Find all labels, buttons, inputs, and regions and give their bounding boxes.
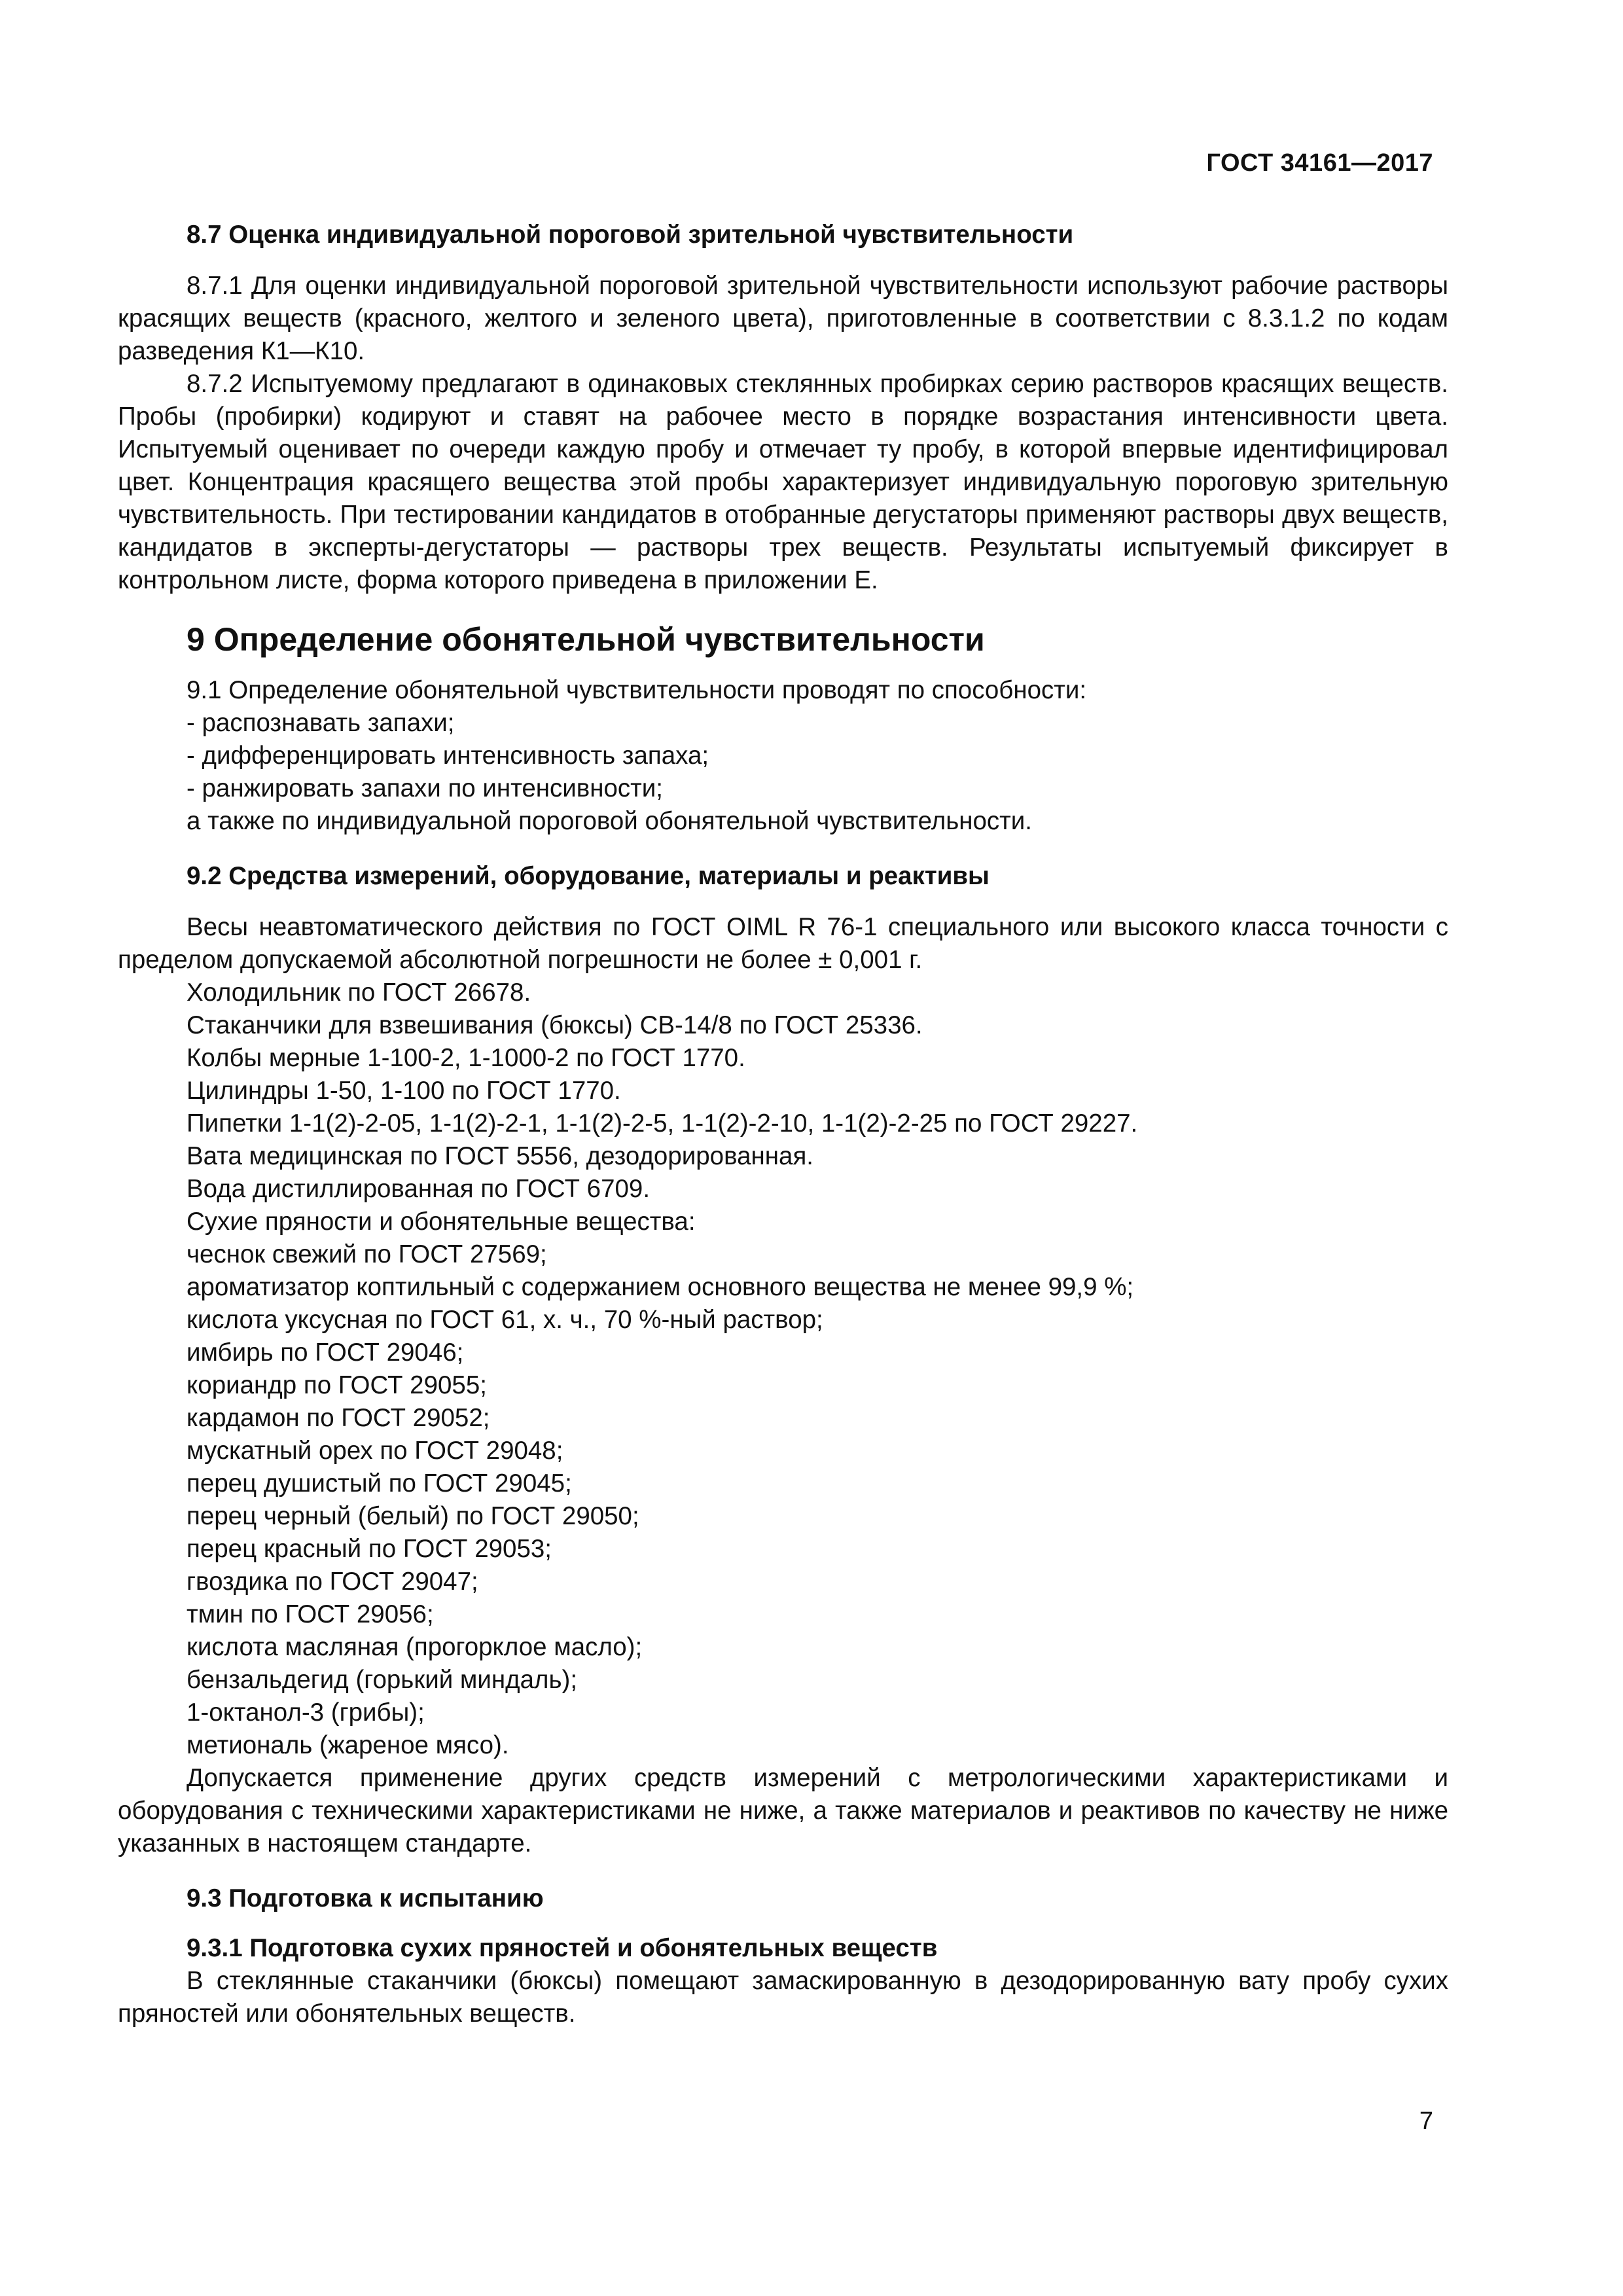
list-item: перец красный по ГОСТ 29053;: [187, 1535, 552, 1563]
paragraph-8-7-2: 8.7.2 Испытуемому предлагают в одинаковых стеклянных пробирках серию растворов красящих веществ. Пробы (пробирки) кодируют и ставят на рабочее место в порядке возрастания интенсивности цвета. Испытуемый оценивает по очереди каждую пробу и отмечает ту пробу, в которой впервые идентифицировал цвет. Концентрация красящего вещества этой пробы характеризует индивидуальную пороговую зрительную чувствительность. При тестировании кандидатов в отобранные дегустаторы применяют растворы двух веществ, кандидатов в эксперты-дегустаторы — растворы трех веществ. Результаты испытуемый фиксирует в контрольном листе, форма которого приведена в приложении Е.: [118, 370, 1448, 594]
list-item: Цилиндры 1-50, 1-100 по ГОСТ 1770.: [187, 1077, 621, 1105]
page-content: [118, 219, 1448, 2030]
section-9-2-heading: 9.2 Средства измерений, оборудование, материалы и реактивы: [187, 862, 990, 890]
list-item: Вата медицинская по ГОСТ 5556, дезодорированная.: [187, 1142, 813, 1170]
section-9-heading: 9 Определение обонятельной чувствительности: [187, 621, 985, 658]
list-item: 1-октанол-3 (грибы);: [187, 1698, 425, 1727]
list-item: перец душистый по ГОСТ 29045;: [187, 1469, 572, 1498]
list-item: метиональ (жареное мясо).: [187, 1731, 509, 1759]
list-item: Колбы мерные 1-100-2, 1-1000-2 по ГОСТ 1770.: [187, 1044, 745, 1072]
list-item: кардамон по ГОСТ 29052;: [187, 1404, 490, 1432]
list-item: чеснок свежий по ГОСТ 27569;: [187, 1240, 547, 1268]
list-item: ароматизатор коптильный с содержанием основного вещества не менее 99,9 %;: [187, 1273, 1134, 1301]
list-item: а также по индивидуальной пороговой обонятельной чувствительности.: [187, 807, 1033, 835]
paragraph-8-7-1: 8.7.1 Для оценки индивидуальной пороговой зрительной чувствительности используют рабочие растворы красящих веществ (красного, желтого и зеленого цвета), приготовленные в соответствии с 8.3.1.2 по кодам разведения К1—К10.: [118, 272, 1448, 365]
section-8-7-heading: 8.7 Оценка индивидуальной пороговой зрительной чувствительности: [187, 221, 1074, 249]
section-9-3-heading: 9.3 Подготовка к испытанию: [187, 1884, 544, 1912]
list-item: перец черный (белый) по ГОСТ 29050;: [187, 1502, 639, 1530]
list-item: Холодильник по ГОСТ 26678.: [187, 978, 531, 1007]
list-item: кислота уксусная по ГОСТ 61, х. ч., 70 %-ный раствор;: [187, 1306, 823, 1334]
list-item: кислота масляная (прогорклое масло);: [187, 1633, 643, 1661]
list-item: - распознавать запахи;: [187, 709, 455, 737]
paragraph-9-2-intro: Весы неавтоматического действия по ГОСТ OIML R 76-1 специального или высокого класса точности с пределом допускаемой абсолютной погрешности не более ± 0,001 г.: [118, 913, 1448, 974]
list-item: гвоздика по ГОСТ 29047;: [187, 1568, 478, 1596]
paragraph-9-2-note: Допускается применение других средств измерений с метрологическими характеристиками и оборудования с техническими характеристиками не ниже, а также материалов и реактивов по качеству не ниже указанных в настоящем стандарте.: [118, 1764, 1448, 1857]
list-item: - ранжировать запахи по интенсивности;: [187, 774, 664, 802]
document-code: ГОСТ 34161—2017: [1206, 149, 1433, 177]
list-item: имбирь по ГОСТ 29046;: [187, 1338, 464, 1367]
page-number: 7: [1419, 2108, 1433, 2135]
list-item: мускатный орех по ГОСТ 29048;: [187, 1437, 563, 1465]
section-9-3-1-heading: 9.3.1 Подготовка сухих пряностей и обонятельных веществ: [187, 1934, 938, 1962]
list-item: кориандр по ГОСТ 29055;: [187, 1371, 487, 1399]
list-item: 9.1 Определение обонятельной чувствительности проводят по способности:: [187, 676, 1087, 704]
list-item: Пипетки 1-1(2)-2-05, 1-1(2)-2-1, 1-1(2)-2-5, 1-1(2)-2-10, 1-1(2)-2-25 по ГОСТ 29227.: [187, 1109, 1138, 1138]
list-item: - дифференцировать интенсивность запаха;: [187, 742, 709, 770]
paragraph-9-3-1: В стеклянные стаканчики (бюксы) помещают замаскированную в дезодорированную вату пробу сухих пряностей или обонятельных веществ.: [118, 1967, 1448, 2028]
equipment-list: [118, 977, 1448, 1762]
list-item: Вода дистиллированная по ГОСТ 6709.: [187, 1175, 651, 1203]
list-item: Сухие пряности и обонятельные вещества:: [187, 1208, 696, 1236]
list-item: бензальдегид (горький миндаль);: [187, 1666, 578, 1694]
list-item: тмин по ГОСТ 29056;: [187, 1600, 434, 1628]
list-item: Стаканчики для взвешивания (бюксы) СВ-14/8 по ГОСТ 25336.: [187, 1011, 923, 1039]
